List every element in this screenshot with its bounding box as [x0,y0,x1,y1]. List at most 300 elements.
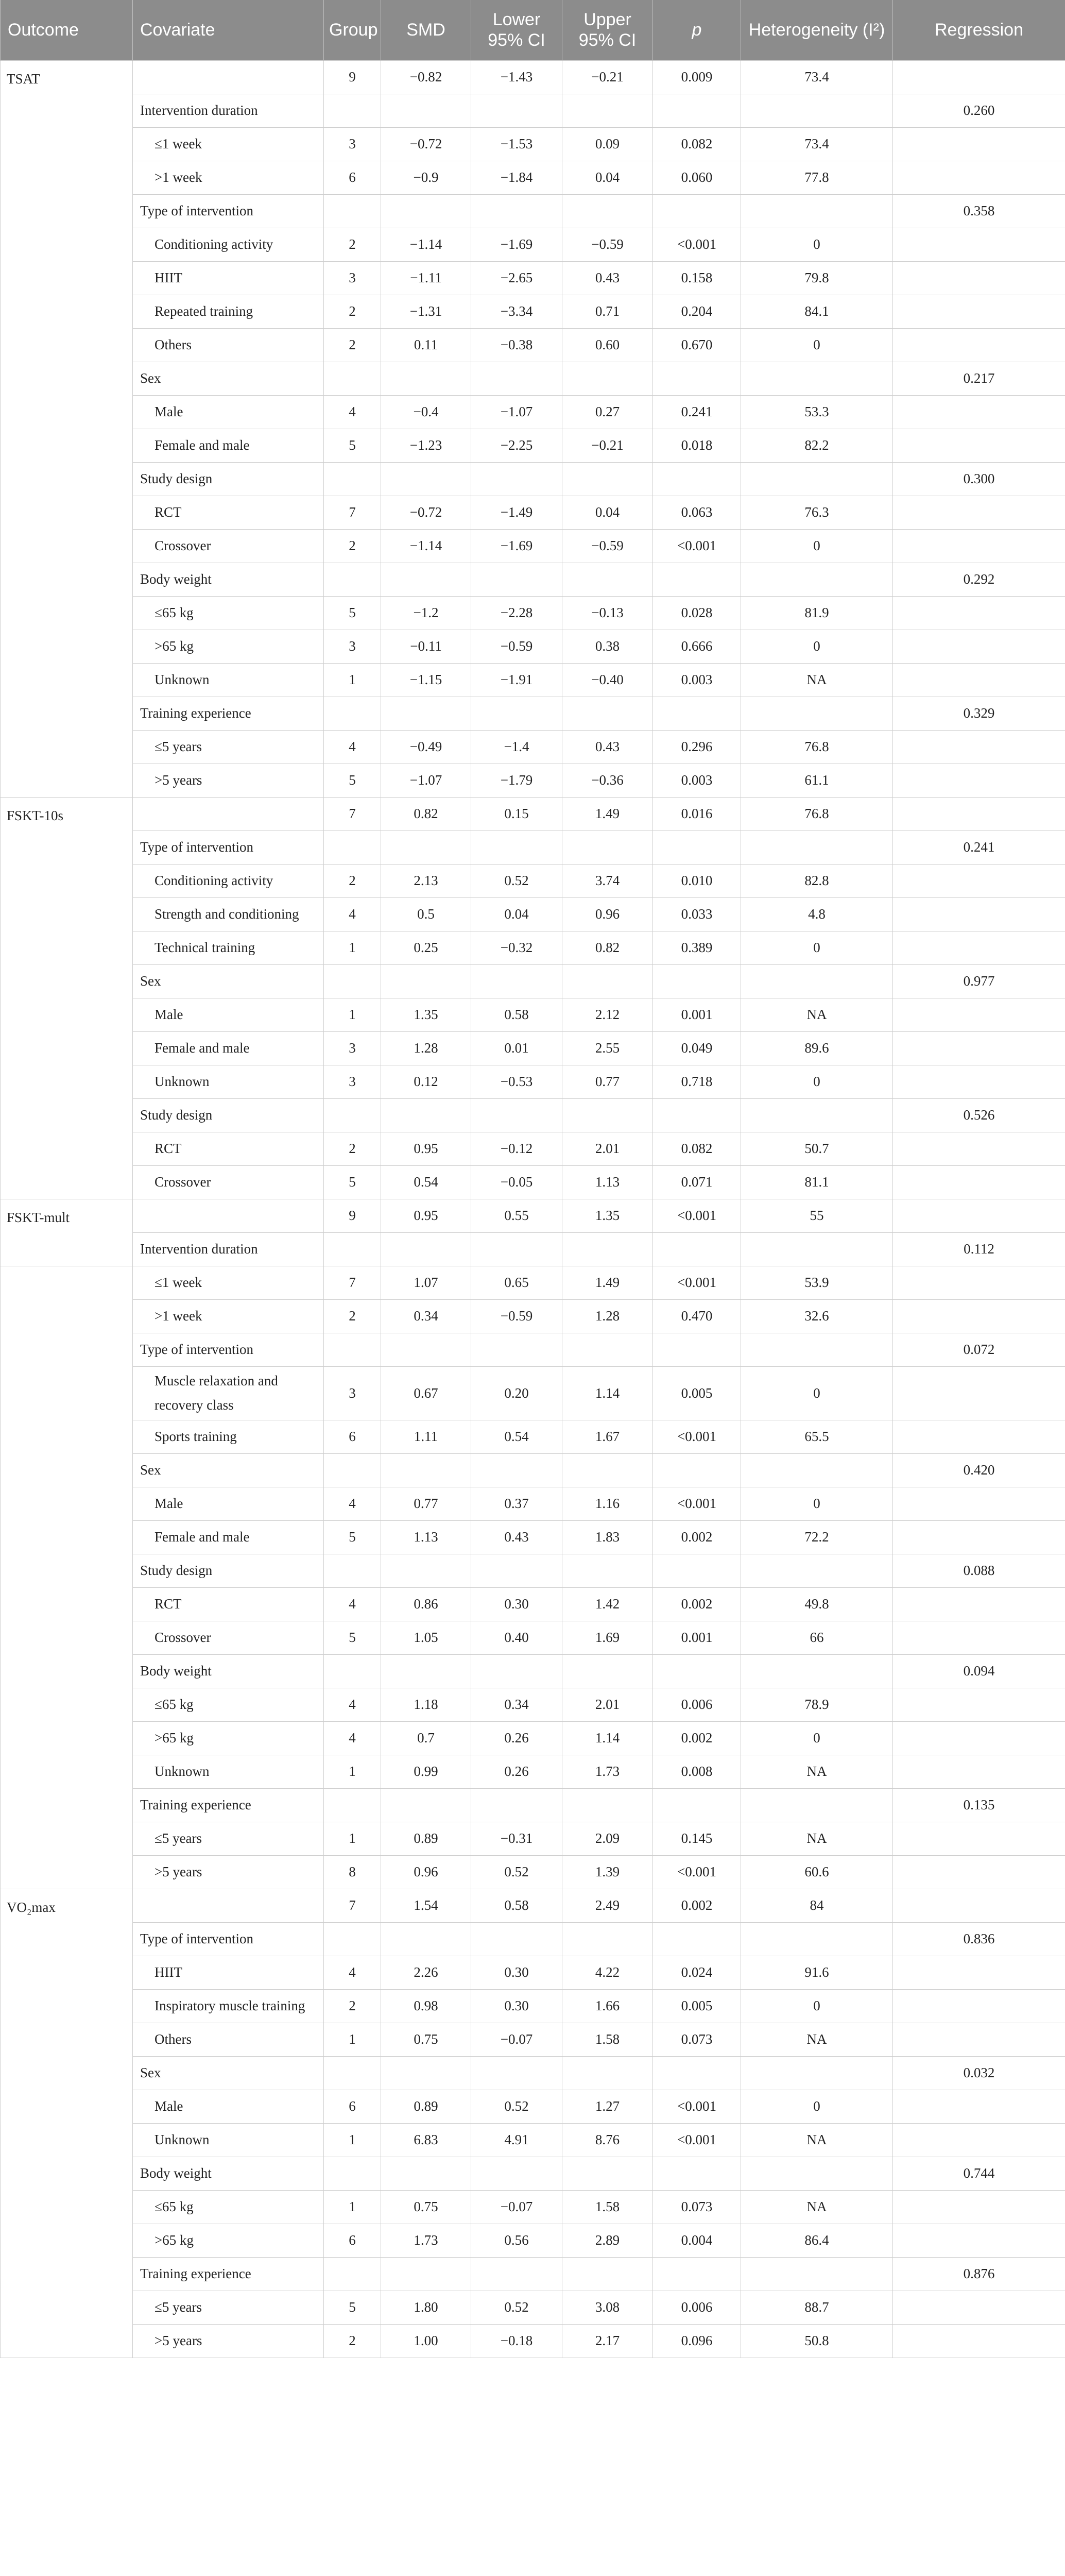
group-cell: 5 [324,1621,381,1654]
regression-cell [893,1065,1065,1099]
p-value-cell [653,1453,741,1487]
regression-cell [893,1132,1065,1166]
level-cell: Unknown [133,1065,324,1099]
group-cell: 4 [324,731,381,764]
regression-cell [893,2123,1065,2157]
table-row [1,1788,1065,1822]
smd-cell: 1.28 [381,1032,471,1065]
group-cell: 1 [324,2190,381,2224]
lower-ci-cell [471,195,562,228]
heterogeneity-cell: NA [741,998,893,1032]
smd-cell [381,2257,471,2291]
p-value-cell [653,2157,741,2190]
lower-ci-cell: 0.37 [471,1487,562,1520]
lower-ci-cell: −1.69 [471,530,562,563]
upper-ci-cell [562,697,653,731]
table-row [1,463,1065,496]
p-value-cell: 0.001 [653,998,741,1032]
heterogeneity-cell: 49.8 [741,1587,893,1621]
smd-cell [381,1099,471,1132]
upper-ci-cell: −0.21 [562,61,653,94]
group-cell: 3 [324,1032,381,1065]
covariate-cell: Intervention duration [133,1233,324,1266]
smd-cell: 1.05 [381,1621,471,1654]
header-lower-ci: Lower 95% CI [471,0,562,61]
smd-cell: 0.77 [381,1487,471,1520]
group-cell [324,2257,381,2291]
heterogeneity-cell: 0 [741,2090,893,2123]
p-value-cell: <0.001 [653,1420,741,1453]
table-row [1,1199,1065,1233]
heterogeneity-cell: 0 [741,1721,893,1755]
heterogeneity-cell: 76.3 [741,496,893,530]
table-row [1,2056,1065,2090]
regression-cell [893,429,1065,463]
level-cell: ≤1 week [133,128,324,161]
smd-cell: 1.11 [381,1420,471,1453]
upper-ci-cell: 2.01 [562,1132,653,1166]
level-cell: >5 years [133,1855,324,1889]
upper-ci-cell: 0.60 [562,329,653,362]
group-cell: 2 [324,1989,381,2023]
lower-ci-cell: 0.52 [471,2291,562,2324]
heterogeneity-cell [741,463,893,496]
upper-ci-cell: 0.38 [562,630,653,664]
lower-ci-cell: −1.91 [471,664,562,697]
p-value-cell [653,563,741,597]
lower-ci-cell: −0.32 [471,931,562,965]
level-cell: Unknown [133,2123,324,2157]
table-row [1,1367,1065,1420]
smd-cell [381,563,471,597]
group-cell: 4 [324,1587,381,1621]
level-cell: Male [133,998,324,1032]
group-cell: 4 [324,1688,381,1721]
p-value-cell [653,2056,741,2090]
smd-cell: 1.35 [381,998,471,1032]
upper-ci-cell: 1.35 [562,1199,653,1233]
upper-ci-cell [562,1788,653,1822]
p-value-cell [653,463,741,496]
heterogeneity-cell: 84 [741,1889,893,1922]
group-cell: 2 [324,530,381,563]
p-value-cell: 0.002 [653,1520,741,1554]
table-row [1,1989,1065,2023]
heterogeneity-cell: 60.6 [741,1855,893,1889]
level-cell: RCT [133,496,324,530]
level-cell: Crossover [133,1166,324,1199]
heterogeneity-cell: NA [741,2123,893,2157]
regression-cell: 0.744 [893,2157,1065,2190]
regression-cell: 0.329 [893,697,1065,731]
group-cell [324,94,381,128]
table-row [1,1233,1065,1266]
lower-ci-cell: −0.53 [471,1065,562,1099]
table-row [1,1889,1065,1922]
p-value-cell: 0.016 [653,798,741,831]
covariate-cell: Study design [133,463,324,496]
upper-ci-cell [562,362,653,396]
table-row [1,195,1065,228]
upper-ci-cell [562,1654,653,1688]
regression-cell [893,865,1065,898]
header-covariate: Covariate [133,0,324,61]
table-row [1,965,1065,998]
group-cell [324,362,381,396]
heterogeneity-cell: 65.5 [741,1420,893,1453]
p-value-cell: 0.145 [653,1822,741,1855]
table-row [1,1755,1065,1788]
p-value-cell [653,1233,741,1266]
regression-cell: 0.088 [893,1554,1065,1587]
heterogeneity-cell [741,362,893,396]
group-cell: 7 [324,1889,381,1922]
covariate-cell: Type of intervention [133,1922,324,1956]
upper-ci-cell: 2.89 [562,2224,653,2257]
table-row [1,1956,1065,1989]
upper-ci-cell: 1.67 [562,1420,653,1453]
group-cell: 2 [324,1300,381,1333]
table-row [1,1554,1065,1587]
table-row [1,1654,1065,1688]
smd-cell: 1.13 [381,1520,471,1554]
level-cell: Sports training [133,1420,324,1453]
heterogeneity-cell: 32.6 [741,1300,893,1333]
lower-ci-cell: −0.05 [471,1166,562,1199]
table-row [1,1520,1065,1554]
lower-ci-cell: 0.30 [471,1956,562,1989]
regression-cell [893,1587,1065,1621]
table-row [1,362,1065,396]
lower-ci-cell [471,94,562,128]
regression-cell [893,1822,1065,1855]
lower-ci-cell: 4.91 [471,2123,562,2157]
smd-cell: 0.12 [381,1065,471,1099]
p-value-cell [653,94,741,128]
upper-ci-cell [562,2157,653,2190]
upper-ci-cell: 0.43 [562,262,653,295]
regression-cell [893,61,1065,94]
heterogeneity-cell: 50.8 [741,2324,893,2358]
table-row [1,2190,1065,2224]
upper-ci-cell: 0.27 [562,396,653,429]
level-cell: >1 week [133,161,324,195]
upper-ci-cell [562,463,653,496]
table-row [1,1922,1065,1956]
outcome-cell: FSKT-10s [1,798,133,1199]
group-cell: 2 [324,2324,381,2358]
regression-cell [893,998,1065,1032]
group-cell: 2 [324,228,381,262]
lower-ci-cell: 0.34 [471,1688,562,1721]
smd-cell: 0.67 [381,1367,471,1420]
table-row [1,295,1065,329]
smd-cell: 0.75 [381,2023,471,2056]
heterogeneity-cell: 0 [741,630,893,664]
smd-cell: −1.15 [381,664,471,697]
smd-cell: −1.23 [381,429,471,463]
p-value-cell: 0.063 [653,496,741,530]
heterogeneity-cell [741,1453,893,1487]
group-cell [324,463,381,496]
group-cell [324,1233,381,1266]
lower-ci-cell [471,1453,562,1487]
group-cell: 6 [324,1420,381,1453]
lower-ci-cell: 0.04 [471,898,562,931]
header-smd: SMD [381,0,471,61]
table-row [1,731,1065,764]
p-value-cell: 0.028 [653,597,741,630]
heterogeneity-cell [741,1788,893,1822]
p-value-cell: 0.071 [653,1166,741,1199]
smd-cell [381,1788,471,1822]
regression-cell [893,1300,1065,1333]
heterogeneity-cell: 0 [741,1487,893,1520]
regression-cell [893,931,1065,965]
lower-ci-cell: −2.25 [471,429,562,463]
smd-cell: 2.26 [381,1956,471,1989]
level-cell: RCT [133,1587,324,1621]
lower-ci-cell: 0.30 [471,1989,562,2023]
heterogeneity-cell: NA [741,1755,893,1788]
smd-cell: −1.14 [381,530,471,563]
group-cell: 4 [324,1956,381,1989]
heterogeneity-cell: 0 [741,1065,893,1099]
regression-cell [893,1755,1065,1788]
lower-ci-cell: −0.07 [471,2023,562,2056]
regression-cell: 0.135 [893,1788,1065,1822]
regression-cell [893,1367,1065,1420]
heterogeneity-cell: 77.8 [741,161,893,195]
upper-ci-cell: 0.09 [562,128,653,161]
regression-cell: 0.112 [893,1233,1065,1266]
regression-cell [893,597,1065,630]
lower-ci-cell: −2.65 [471,262,562,295]
regression-cell: 0.094 [893,1654,1065,1688]
table-row [1,865,1065,898]
heterogeneity-cell: NA [741,2023,893,2056]
regression-cell [893,2324,1065,2358]
upper-ci-cell [562,1333,653,1367]
table-row [1,2324,1065,2358]
table-row [1,2291,1065,2324]
lower-ci-cell: 0.56 [471,2224,562,2257]
heterogeneity-cell: 0 [741,228,893,262]
table-row [1,1688,1065,1721]
level-cell: Repeated training [133,295,324,329]
table-row [1,1065,1065,1099]
table-row [1,597,1065,630]
p-value-cell: 0.003 [653,764,741,798]
heterogeneity-cell [741,1922,893,1956]
group-cell [324,1453,381,1487]
upper-ci-cell: −0.36 [562,764,653,798]
group-cell: 1 [324,2023,381,2056]
table-row [1,1621,1065,1654]
level-cell: Conditioning activity [133,865,324,898]
p-value-cell [653,831,741,865]
covariate-cell: Sex [133,2056,324,2090]
covariate-cell: Training experience [133,697,324,731]
lower-ci-cell: 0.58 [471,1889,562,1922]
smd-cell: −0.82 [381,61,471,94]
lower-ci-cell: 0.58 [471,998,562,1032]
group-cell [324,2157,381,2190]
regression-cell: 0.072 [893,1333,1065,1367]
smd-cell [381,1233,471,1266]
group-cell [324,697,381,731]
table-row [1,396,1065,429]
group-cell: 2 [324,295,381,329]
smd-cell: 2.13 [381,865,471,898]
smd-cell: 0.5 [381,898,471,931]
regression-cell [893,1621,1065,1654]
header-heterogeneity: Heterogeneity (I²) [741,0,893,61]
upper-ci-cell: 1.27 [562,2090,653,2123]
p-value-cell: <0.001 [653,1487,741,1520]
upper-ci-cell: −0.59 [562,228,653,262]
group-cell: 2 [324,329,381,362]
table-row [1,1822,1065,1855]
heterogeneity-cell: 66 [741,1621,893,1654]
level-cell: ≤65 kg [133,597,324,630]
table-row [1,1166,1065,1199]
heterogeneity-cell: 61.1 [741,764,893,798]
group-cell: 1 [324,2123,381,2157]
heterogeneity-cell [741,1333,893,1367]
smd-cell: −0.72 [381,128,471,161]
covariate-cell: Training experience [133,1788,324,1822]
heterogeneity-cell [741,563,893,597]
group-cell: 4 [324,396,381,429]
smd-cell [381,195,471,228]
group-cell: 3 [324,262,381,295]
lower-ci-cell [471,1654,562,1688]
p-value-cell: <0.001 [653,2090,741,2123]
lower-ci-cell: 0.40 [471,1621,562,1654]
covariate-cell: Body weight [133,563,324,597]
p-value-cell [653,1654,741,1688]
p-value-cell: 0.033 [653,898,741,931]
regression-cell [893,1855,1065,1889]
upper-ci-cell: 1.58 [562,2190,653,2224]
table-row [1,1132,1065,1166]
covariate-cell [133,1199,324,1233]
lower-ci-cell [471,463,562,496]
outcome-cell [1,1266,133,1889]
smd-cell: −0.9 [381,161,471,195]
lower-ci-cell: 0.65 [471,1266,562,1300]
lower-ci-cell [471,965,562,998]
upper-ci-cell: 2.12 [562,998,653,1032]
table-row [1,61,1065,94]
regression-cell [893,2090,1065,2123]
heterogeneity-cell: 0 [741,530,893,563]
group-cell: 3 [324,1367,381,1420]
heterogeneity-cell: NA [741,1822,893,1855]
lower-ci-cell: −1.07 [471,396,562,429]
p-value-cell: 0.073 [653,2023,741,2056]
smd-cell: 0.82 [381,798,471,831]
p-value-cell [653,195,741,228]
smd-cell [381,831,471,865]
smd-cell: 0.89 [381,1822,471,1855]
regression-cell [893,295,1065,329]
level-cell: Others [133,329,324,362]
lower-ci-cell: −1.53 [471,128,562,161]
lower-ci-cell: 0.26 [471,1721,562,1755]
upper-ci-cell [562,2056,653,2090]
regression-cell: 0.217 [893,362,1065,396]
level-cell: HIIT [133,1956,324,1989]
lower-ci-cell: 0.54 [471,1420,562,1453]
p-value-cell: <0.001 [653,228,741,262]
table-row [1,2257,1065,2291]
level-cell: Conditioning activity [133,228,324,262]
heterogeneity-cell: 84.1 [741,295,893,329]
level-cell: RCT [133,1132,324,1166]
smd-cell [381,94,471,128]
p-value-cell: 0.001 [653,1621,741,1654]
level-cell: Inspiratory muscle training [133,1989,324,2023]
covariate-cell: Study design [133,1554,324,1587]
smd-cell: 0.99 [381,1755,471,1788]
regression-cell: 0.292 [893,563,1065,597]
regression-cell [893,1032,1065,1065]
smd-cell: 0.95 [381,1199,471,1233]
p-value-cell: <0.001 [653,1266,741,1300]
lower-ci-cell: −0.31 [471,1822,562,1855]
outcome-cell: VO₂max [1,1889,133,2358]
smd-cell: 0.34 [381,1300,471,1333]
heterogeneity-cell: 53.9 [741,1266,893,1300]
p-value-cell: 0.005 [653,1367,741,1420]
upper-ci-cell: −0.59 [562,530,653,563]
p-value-cell: 0.241 [653,396,741,429]
level-cell: Unknown [133,664,324,697]
table-row [1,262,1065,295]
smd-cell: 0.95 [381,1132,471,1166]
smd-cell: 0.7 [381,1721,471,1755]
p-value-cell [653,965,741,998]
upper-ci-cell: 1.28 [562,1300,653,1333]
table-row [1,1855,1065,1889]
upper-ci-cell: 4.22 [562,1956,653,1989]
heterogeneity-cell [741,1554,893,1587]
heterogeneity-cell: 4.8 [741,898,893,931]
level-cell: Strength and conditioning [133,898,324,931]
lower-ci-cell [471,2257,562,2291]
smd-cell: 1.54 [381,1889,471,1922]
regression-cell [893,1266,1065,1300]
table-row [1,329,1065,362]
upper-ci-cell: 2.17 [562,2324,653,2358]
lower-ci-cell: 0.01 [471,1032,562,1065]
upper-ci-cell [562,1453,653,1487]
regression-cell: 0.977 [893,965,1065,998]
level-cell: ≤1 week [133,1266,324,1300]
regression-cell [893,1166,1065,1199]
regression-cell [893,496,1065,530]
p-value-cell: <0.001 [653,1199,741,1233]
p-value-cell: 0.018 [653,429,741,463]
heterogeneity-cell: 81.9 [741,597,893,630]
lower-ci-cell: 0.26 [471,1755,562,1788]
regression-cell: 0.032 [893,2056,1065,2090]
group-cell [324,1554,381,1587]
covariate-cell [133,798,324,831]
table-body [1,61,1065,2358]
